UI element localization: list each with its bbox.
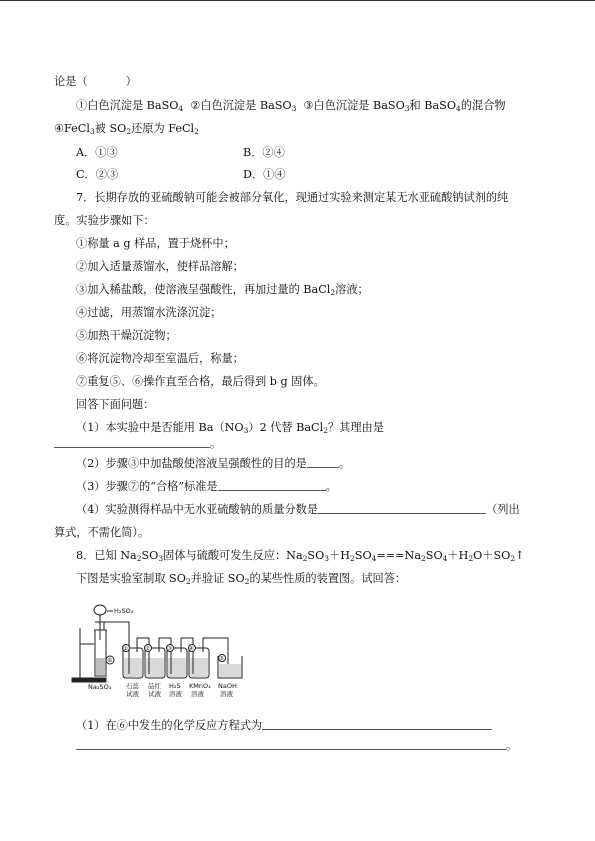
reagent-label-3-line-2: 溶液 <box>169 690 182 698</box>
answer-blank[interactable] <box>54 447 210 448</box>
q7-step-3: ③加入稀盐酸，使溶液呈强酸性，再加过量的 BaCl$_2$溶液； <box>76 283 369 297</box>
reagent-label-1-line-1: 石蕊 <box>126 682 139 690</box>
absorption-beaker-5 <box>218 655 242 679</box>
q6-conclusion-line: 论是（ ） <box>54 75 137 88</box>
q7-step-5: ⑤加热干燥沉淀物； <box>76 329 177 342</box>
circle-label-2: ② <box>145 646 150 652</box>
reagent-label-2-line-2: 试液 <box>148 690 161 698</box>
q7-step-6: ⑥将沉淀物冷却至室温后，称量； <box>76 352 244 365</box>
q7-step-2: ②加入适量蒸馏水，使样品溶解； <box>76 260 244 273</box>
q8-intro-line-1: 8．已知 $Na_2SO_3$固体与硫酸可发生反应：$Na_2SO_3+H_2SO_4===Na_2SO_4+H_2O+SO_2↑$ <box>76 549 525 563</box>
q8-intro-line-2: 下图是实验室制取 $SO_2$并验证 $SO_2$的某些性质的装置图。试回答： <box>76 572 407 586</box>
circle-label-1: ① <box>123 646 128 652</box>
solid-label: Na₂SO₃ <box>88 683 112 691</box>
q8-subquestion-1: （1）在⑥中发生的化学反应方程式为 <box>76 720 492 731</box>
q7-step-4: ④过滤，用蒸馏水洗涤沉淀； <box>76 306 222 319</box>
q6-option-b: B．②④ <box>243 146 285 159</box>
q7-step-1: ①称量 a g 样品，置于烧杯中； <box>76 237 235 250</box>
reagent-label-5-line-1: NaOH <box>218 682 237 690</box>
reagent-label-1-line-2: 试液 <box>126 690 139 698</box>
circle-label-6: ⑥ <box>107 657 113 664</box>
q7-subquestion-2: （2）步骤③中加盐酸使溶液呈强酸性的目的是 。 <box>76 457 351 470</box>
q6-option-d: D．①④ <box>243 168 286 181</box>
q6-statement-4: ④FeCl$_3$被 $SO_2$还原为 FeCl$_2$ <box>54 122 199 136</box>
circle-label-4: ④ <box>189 646 194 652</box>
q7-subquestion-1-answer-line: 。 <box>54 438 221 449</box>
reagent-label-4-line-1: KMnO₄ <box>189 682 211 690</box>
reagent-label-4-line-2: 溶液 <box>191 690 204 698</box>
funnel-bulb <box>94 605 106 615</box>
reagent-label-2-line-1: 品红 <box>148 682 161 690</box>
q7-subquestion-4-line-2: 算式，不需化简）。 <box>54 526 150 539</box>
q7-subquestion-3: （3）步骤⑦的“合格”标准是 。 <box>76 480 337 493</box>
answer-blank[interactable] <box>307 467 339 468</box>
q6-option-c: C．②③ <box>76 168 119 181</box>
answer-blank[interactable] <box>262 729 492 730</box>
q6-option-a: A．①③ <box>76 146 118 159</box>
q7-step-7: ⑦重复⑤、⑥操作直至合格，最后得到 b g 固体。 <box>76 375 325 388</box>
q7-subquestion-1: （1）本实验中是否能用 $Ba(NO_3)2$ 代替 BaCl$_2$？其理由是 <box>76 421 384 435</box>
q6-statements-line: ①白色沉淀是 BaSO$_4$ ②白色沉淀是 BaSO$_3$ ③白色沉淀是 BaSO$_3$和 BaSO$_4$的混合物 <box>76 99 506 113</box>
reagent-label-5-line-2: 溶液 <box>220 690 233 698</box>
answer-blank[interactable] <box>218 490 326 491</box>
circle-label-3: ③ <box>167 646 172 652</box>
q7-answer-prompt: 回答下面问题： <box>76 398 155 411</box>
circle-label-5: ⑤ <box>219 656 224 662</box>
answer-blank[interactable] <box>318 513 486 514</box>
reagent-label-3-line-1: H₂S <box>169 682 181 690</box>
q8-subquestion-1-answer-line: 。 <box>76 740 517 751</box>
so2-apparatus-diagram <box>68 600 278 700</box>
q7-subquestion-4: （4）实验测得样品中无水亚硫酸钠的质量分数是 （列出 <box>76 503 520 516</box>
page-top-border <box>0 0 595 1</box>
q7-intro-line-1: 7．长期存放的亚硫酸钠可能会被部分氧化，现通过实验来测定某无水亚硫酸钠试剂的纯 <box>76 191 509 204</box>
acid-label: H₂SO₄ <box>114 607 134 615</box>
answer-blank[interactable] <box>76 749 506 750</box>
stand-base <box>72 678 106 682</box>
solid-reagent <box>96 658 105 675</box>
q7-intro-line-2: 度。实验步骤如下： <box>54 214 155 227</box>
